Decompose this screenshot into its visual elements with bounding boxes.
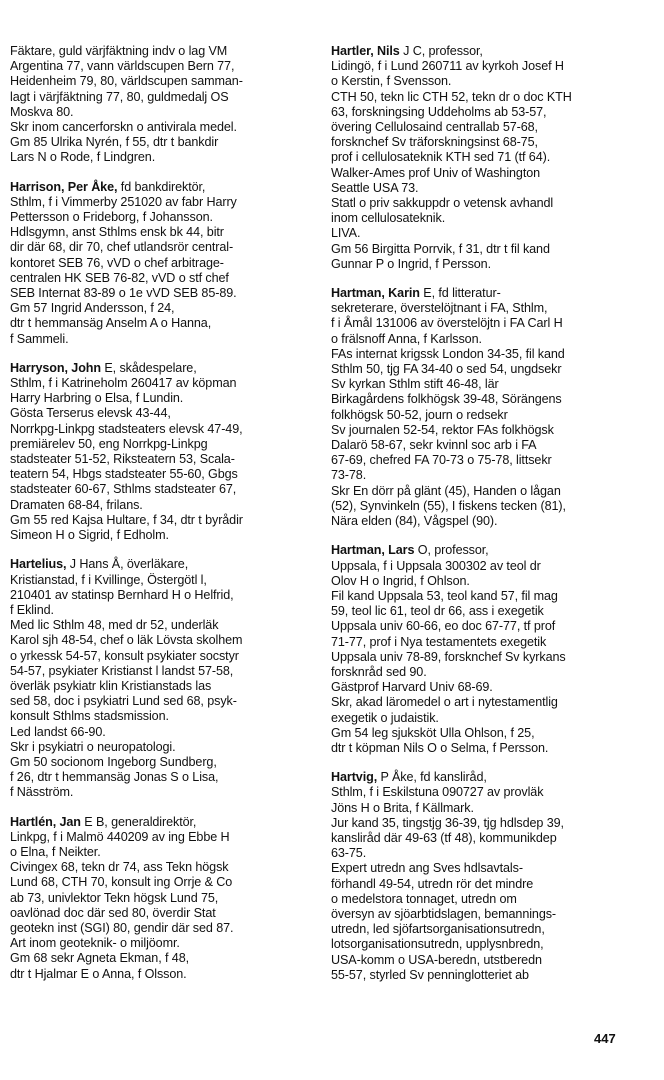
entry-text-line: Simeon H o Sigrid, f Edholm. — [10, 528, 169, 543]
entry-headword: Hartman, Karin — [331, 286, 420, 301]
entry-text-line: o Elna, f Neikter. — [10, 844, 101, 859]
entry-text-line: Sthlm, f i Vimmerby 251020 av fabr Harry — [10, 194, 237, 209]
entry-text-line: lotsorganisationsutredn, upplysnbredn, — [331, 937, 544, 952]
biography-entry — [331, 770, 641, 983]
entry-heading-line — [10, 557, 318, 572]
entry-text-line: 73-78. — [331, 468, 367, 483]
entry-text-line: stadsteater 60-67, Sthlms stadsteater 67, — [10, 482, 237, 497]
biography-entry — [10, 815, 318, 982]
entry-text-line: Skr, akad läromedel o art i nytestamentlig — [331, 695, 558, 710]
entry-text-line: Olov H o Ingrid, f Ohlson. — [331, 573, 470, 588]
entry-headword: Hartler, Nils — [331, 44, 400, 58]
entry-heading-rest: fd bankdirektör, — [117, 179, 206, 194]
entry-heading-line — [331, 770, 641, 785]
entry-headword: Harrison, Per Åke, — [10, 179, 118, 194]
entry-text-line: o Kerstin, f Svensson. — [331, 74, 452, 89]
entry-text-line: Jöns H o Brita, f Källmark. — [331, 800, 474, 815]
biography-entry — [331, 286, 641, 529]
entry-text-line: Med lic Sthlm 48, med dr 52, underläk — [10, 618, 219, 633]
entry-heading-line — [10, 180, 318, 195]
entry-text-line: Nära elden (84), Vågspel (90). — [331, 514, 498, 529]
entry-text-line: Civingex 68, tekn dr 74, ass Tekn högsk — [10, 860, 229, 875]
entry-text-line: Sthlm, f i Katrineholm 260417 av köpman — [10, 376, 237, 391]
entry-headword: Hartelius, — [10, 557, 67, 572]
entry-text-line: f Eklind. — [10, 602, 54, 617]
entry-text-line: Sthlm 50, tjg FA 34-40 o sed 54, ungdsekr — [331, 362, 562, 377]
entry-headword: Hartman, Lars — [331, 543, 415, 558]
entry-text-line: Hdlsgymn, anst Sthlms ensk bk 44, bitr — [10, 225, 224, 240]
biography-entry — [10, 44, 318, 166]
entry-text-line: Argentina 77, vann världscupen Bern 77, — [10, 59, 235, 74]
right-column — [331, 44, 641, 997]
entry-text-line: Led landst 66-90. — [10, 724, 106, 739]
entry-text-line: dir där 68, dir 70, chef utlandsrör central- — [10, 240, 234, 255]
entry-text-line: FAs internat krigssk London 34-35, fil kand — [331, 346, 565, 361]
entry-text-line: Gunnar P o Ingrid, f Persson. — [331, 256, 491, 271]
entry-text-line: sed 58, doc i psykiatri Lund sed 68, psyk- — [10, 694, 237, 709]
entry-text-line: Art inom geoteknik- o miljöomr. — [10, 936, 180, 951]
entry-text-line: förhandl 49-54, utredn rör det mindre — [331, 876, 534, 891]
entry-text-line: Gm 56 Birgitta Porrvik, f 31, dtr t fil kand — [331, 241, 550, 256]
entry-text-line: o yrkessk 54-57, konsult psykiater socstyr — [10, 648, 239, 663]
entry-heading-rest: E B, generaldirektör, — [80, 814, 197, 829]
entry-text-line: Moskva 80. — [10, 104, 74, 119]
entry-text-line: Sthlm, f i Eskilstuna 090727 av provläk — [331, 785, 544, 800]
entry-text-line: Skr i psykiatri o neuropatologi. — [10, 739, 176, 754]
entry-heading-line — [331, 543, 641, 558]
entry-text-line: 67-69, chefred FA 70-73 o 75-78, littsekr — [331, 453, 552, 468]
entry-text-line: f i Åmål 131006 av överstelöjtn i FA Carl H — [331, 316, 563, 331]
entry-text-line: Gm 55 red Kajsa Hultare, f 34, dtr t byrådir — [10, 512, 243, 527]
entry-text-line: f Sammeli. — [10, 331, 69, 346]
entry-text-line: forsknchef Sv träforskningsinst 68-75, — [331, 135, 538, 150]
entry-text-line: Harry Harbring o Elsa, f Lundin. — [10, 391, 184, 406]
entry-text-line: Pettersson o Frideborg, f Johansson. — [10, 210, 213, 225]
entry-text-line: sekreterare, överstelöjtnant i FA, Sthlm, — [331, 301, 548, 316]
entry-text-line: premiärelev 50, eng Norrkpg-Linkpg — [10, 436, 208, 451]
left-column — [10, 44, 318, 996]
entry-text-line: Birkagårdens folkhögsk 39-48, Sörängens — [331, 392, 562, 407]
entry-text-line: översyn av sjöarbtidslagen, bemannings- — [331, 906, 557, 921]
entry-headword: Harryson, John — [10, 360, 101, 375]
entry-text-line: 71-77, prof i Nya testamentets exegetik — [331, 634, 547, 649]
entry-text-line: Gm 54 leg sjuksköt Ulla Ohlson, f 25, — [331, 725, 535, 740]
entry-text-line: 59, teol lic 61, teol dr 66, ass i exegetik — [331, 604, 544, 619]
entry-heading-rest: J Hans Å, överläkare, — [66, 557, 189, 572]
entry-text-line: Seattle USA 73. — [331, 180, 419, 195]
entry-text-line: Uppsala univ 60-66, eo doc 67-77, tf prof — [331, 619, 556, 634]
biography-entry — [331, 44, 641, 272]
entry-text-line: Skr En dörr på glänt (45), Handen o lågan — [331, 483, 561, 498]
entry-text-line: 63-75. — [331, 846, 367, 861]
biography-entry — [10, 180, 318, 347]
entry-heading-rest: O, professor, — [414, 543, 489, 558]
biography-entry — [331, 543, 641, 756]
entry-text-line: Lund 68, CTH 70, konsult ing Orrje & Co — [10, 875, 233, 890]
entry-text-line: f Näsström. — [10, 785, 74, 800]
entry-text-line: Uppsala univ 78-89, forsknchef Sv kyrkans — [331, 649, 566, 664]
entry-text-line: överläk psykiatr klin Kristianstads las — [10, 678, 212, 693]
entry-text-line: o frälsnoff Anna, f Karlsson. — [331, 331, 482, 346]
entry-text-line: 210401 av statinsp Bernhard H o Helfrid, — [10, 587, 234, 602]
entry-text-line: Walker-Ames prof Univ of Washington — [331, 165, 541, 180]
entry-text-line: geotekn inst (SGI) 80, gendir där sed 87. — [10, 920, 234, 935]
entry-text-line: kansliråd där 49-63 (tf 48), kommunikdep — [331, 830, 557, 845]
entry-text-line: Fil kand Uppsala 53, teol kand 57, fil mag — [331, 588, 558, 603]
entry-text-line: 63, forskningsing Uddeholms ab 53-57, — [331, 104, 547, 119]
entry-text-line: folkhögsk 50-52, journ o redsekr — [331, 407, 508, 422]
entry-text-line: USA-komm o USA-beredn, utstberedn — [331, 952, 542, 967]
entry-text-line: Jur kand 35, tingstjg 36-39, tjg hdlsdep 39, — [331, 815, 564, 830]
entry-text-line: Expert utredn ang Sves hdlsavtals- — [331, 861, 523, 876]
entry-text-line: 54-57, psykiater Kristianst l landst 57-58, — [10, 663, 234, 678]
entry-heading-line — [331, 44, 641, 59]
entry-text-line: övering Cellulosaind centrallab 57-68, — [331, 120, 538, 135]
entry-text-line: Skr inom cancerforskn o antivirala medel. — [10, 120, 237, 135]
entry-text-line: Uppsala, f i Uppsala 300302 av teol dr — [331, 558, 541, 573]
entry-text-line: Norrkpg-Linkpg stadsteaters elevsk 47-49, — [10, 421, 243, 436]
entry-text-line: dtr t köpman Nils O o Selma, f Persson. — [331, 740, 549, 755]
entry-text-line: CTH 50, tekn lic CTH 52, tekn dr o doc KTH — [331, 89, 572, 104]
entry-text-line: Gm 50 socionom Ingeborg Sundberg, — [10, 754, 217, 769]
entry-text-line: Gm 68 sekr Agneta Ekman, f 48, — [10, 951, 190, 966]
entry-text-line: teatern 54, Hbgs stadsteater 55-60, Gbgs — [10, 467, 238, 482]
entry-text-line: ab 73, univlektor Tekn högsk Lund 75, — [10, 890, 219, 905]
entry-text-line: forsknråd sed 90. — [331, 664, 427, 679]
entry-heading-rest: P Åke, fd kansliråd, — [377, 770, 487, 785]
entry-heading-rest: E, fd litteratur- — [419, 286, 501, 301]
page-number: 447 — [594, 1031, 616, 1046]
entry-text-line: centralen HK SEB 76-82, vVD o stf chef — [10, 270, 229, 285]
entry-text-line: Dramaten 68-84, frilans. — [10, 497, 143, 512]
entry-heading-line — [331, 286, 641, 301]
entry-text-line: 55-57, styrled Sv penninglotteriet ab — [331, 967, 529, 982]
entry-heading-line — [10, 815, 318, 830]
entry-text-line: SEB Internat 83-89 o 1e vVD SEB 85-89. — [10, 286, 237, 301]
entry-text-line: LIVA. — [331, 226, 361, 241]
entry-text-line: stadsteater 51-52, Riksteatern 53, Scala- — [10, 452, 235, 467]
entry-text-line: dtr t Hjalmar E o Anna, f Olsson. — [10, 966, 187, 981]
entry-text-line: konsult Sthlms stadsmission. — [10, 709, 169, 724]
entry-text-line: Kristianstad, f i Kvillinge, Östergötl l, — [10, 572, 207, 587]
entry-text-line: Karol sjh 48-54, chef o läk Lövsta skolhem — [10, 633, 243, 648]
entry-heading-line — [10, 361, 318, 376]
entry-text-line: Heidenheim 79, 80, världscupen samman- — [10, 74, 243, 89]
biography-entry — [10, 557, 318, 800]
entry-text-line: Gm 57 Ingrid Andersson, f 24, — [10, 301, 175, 316]
entry-text-line: Fäktare, guld värjfäktning indv o lag VM — [10, 44, 228, 58]
entry-text-line: oavlönad doc där sed 80, överdir Stat — [10, 905, 216, 920]
entry-text-line: Statl o priv sakkuppdr o vetensk avhandl — [331, 196, 554, 211]
entry-text-line: utredn, led sjöfartsorganisationsutredn, — [331, 922, 545, 937]
entry-text-line: prof i cellulosateknik KTH sed 71 (tf 64). — [331, 150, 551, 165]
entry-heading-rest: E, skådespelare, — [100, 360, 197, 375]
entry-text-line: Gm 85 Ulrika Nyrén, f 55, dtr t bankdir — [10, 135, 219, 150]
entry-text-line: inom cellulosateknik. — [331, 211, 446, 226]
entry-text-line: Dalarö 58-67, sekr kvinnl soc arb i FA — [331, 438, 537, 453]
entry-text-line: Sv kyrkan Sthlm stift 46-48, lär — [331, 377, 499, 392]
entry-text-line: lagt i värjfäktning 77, 80, guldmedalj OS — [10, 89, 229, 104]
entry-heading-rest: J C, professor, — [399, 44, 483, 58]
entry-text-line: Linkpg, f i Malmö 440209 av ing Ebbe H — [10, 829, 230, 844]
entry-text-line: exegetik o judaistik. — [331, 710, 439, 725]
entry-text-line: Lidingö, f i Lund 260711 av kyrkoh Josef H — [331, 59, 564, 74]
entry-text-line: f 26, dtr t hemmansäg Jonas S o Lisa, — [10, 770, 219, 785]
entry-text-line: (52), Synvinkeln (55), I fiskens tecken (81), — [331, 498, 566, 513]
entry-headword: Hartlén, Jan — [10, 814, 81, 829]
entry-text-line: Gösta Terserus elevsk 43-44, — [10, 406, 171, 421]
entry-text-line: o medelstora tonnaget, utredn om — [331, 891, 517, 906]
entry-text-line: Sv journalen 52-54, rektor FAs folkhögsk — [331, 422, 554, 437]
entry-text-line: dtr t hemmansäg Anselm A o Hanna, — [10, 316, 212, 331]
entry-headword: Hartvig, — [331, 770, 378, 785]
biography-entry — [10, 361, 318, 543]
entry-text-line: Lars N o Rode, f Lindgren. — [10, 150, 156, 165]
entry-text-line: kontoret SEB 76, vVD o chef arbitrage- — [10, 255, 224, 270]
entry-text-line: Gästprof Harvard Univ 68-69. — [331, 680, 493, 695]
